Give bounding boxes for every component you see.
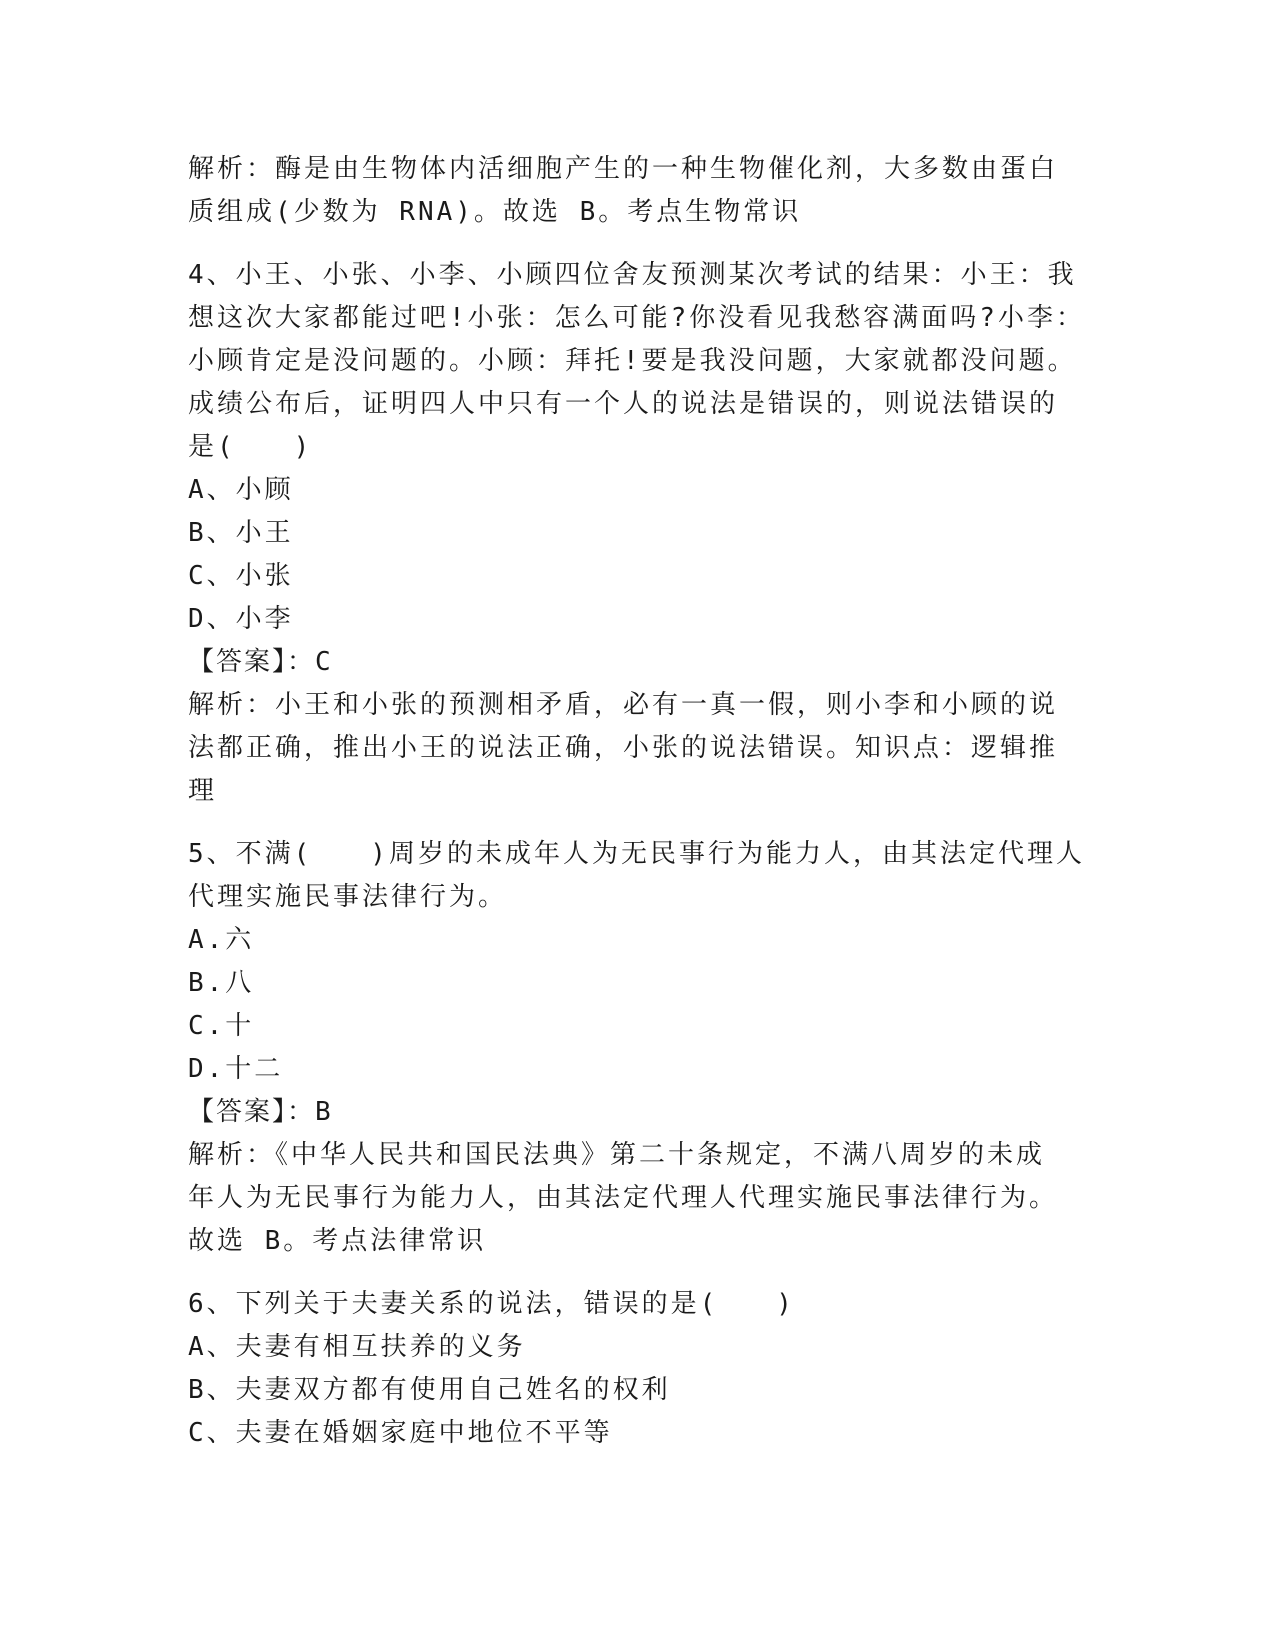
- question-text-line: 5、不满( )周岁的未成年人为无民事行为能力人，由其法定代理人: [188, 839, 1085, 869]
- explanation-line: 法都正确，推出小王的说法正确，小张的说法错误。知识点：逻辑推: [188, 733, 1059, 763]
- option-c: C.十: [188, 1011, 255, 1041]
- option-a: A、夫妻有相互扶养的义务: [188, 1332, 526, 1362]
- question-text-line: 想这次大家都能过吧!小张：怎么可能?你没看见我愁容满面吗?小李：: [188, 303, 1085, 333]
- explanation-line: 解析：《中华人民共和国民法典》第二十条规定，不满八周岁的未成: [188, 1140, 1046, 1170]
- answer-line: 【答案】：B: [188, 1097, 333, 1127]
- question-text-line: 是( ): [188, 432, 313, 462]
- question-6: [188, 1283, 1088, 1455]
- question-text-line: 代理实施民事法律行为。: [188, 882, 508, 912]
- option-d: D.十二: [188, 1054, 284, 1084]
- explanation-line: 理: [188, 776, 218, 806]
- explanation-line: 解析：酶是由生物体内活细胞产生的一种生物催化剂，大多数由蛋白: [188, 154, 1059, 184]
- option-a: A、小顾: [188, 475, 294, 505]
- explanation-line: 质组成(少数为 RNA)。故选 B。考点生物常识: [188, 197, 802, 227]
- document-page: [188, 148, 1088, 1455]
- option-b: B、夫妻双方都有使用自己姓名的权利: [188, 1375, 671, 1405]
- option-a: A.六: [188, 925, 255, 955]
- explanation-line: 解析：小王和小张的预测相矛盾，必有一真一假，则小李和小顾的说: [188, 690, 1059, 720]
- question-text-line: 6、下列关于夫妻关系的说法，错误的是( ): [188, 1289, 795, 1319]
- explanation-block-q3: [188, 148, 1088, 234]
- option-d: D、小李: [188, 604, 294, 634]
- question-5: [188, 833, 1088, 1263]
- option-c: C、小张: [188, 561, 294, 591]
- option-c: C、夫妻在婚姻家庭中地位不平等: [188, 1418, 613, 1448]
- question-text-line: 成绩公布后，证明四人中只有一个人的说法是错误的，则说法错误的: [188, 389, 1059, 419]
- option-b: B.八: [188, 968, 255, 998]
- answer-line: 【答案】：C: [188, 647, 333, 677]
- question-text-line: 4、小王、小张、小李、小顾四位舍友预测某次考试的结果：小王：我: [188, 260, 1077, 290]
- explanation-line: 故选 B。考点法律常识: [188, 1226, 487, 1256]
- option-b: B、小王: [188, 518, 294, 548]
- question-4: [188, 254, 1088, 813]
- explanation-line: 年人为无民事行为能力人，由其法定代理人代理实施民事法律行为。: [188, 1183, 1059, 1213]
- question-text-line: 小顾肯定是没问题的。小顾：拜托!要是我没问题，大家就都没问题。: [188, 346, 1077, 376]
